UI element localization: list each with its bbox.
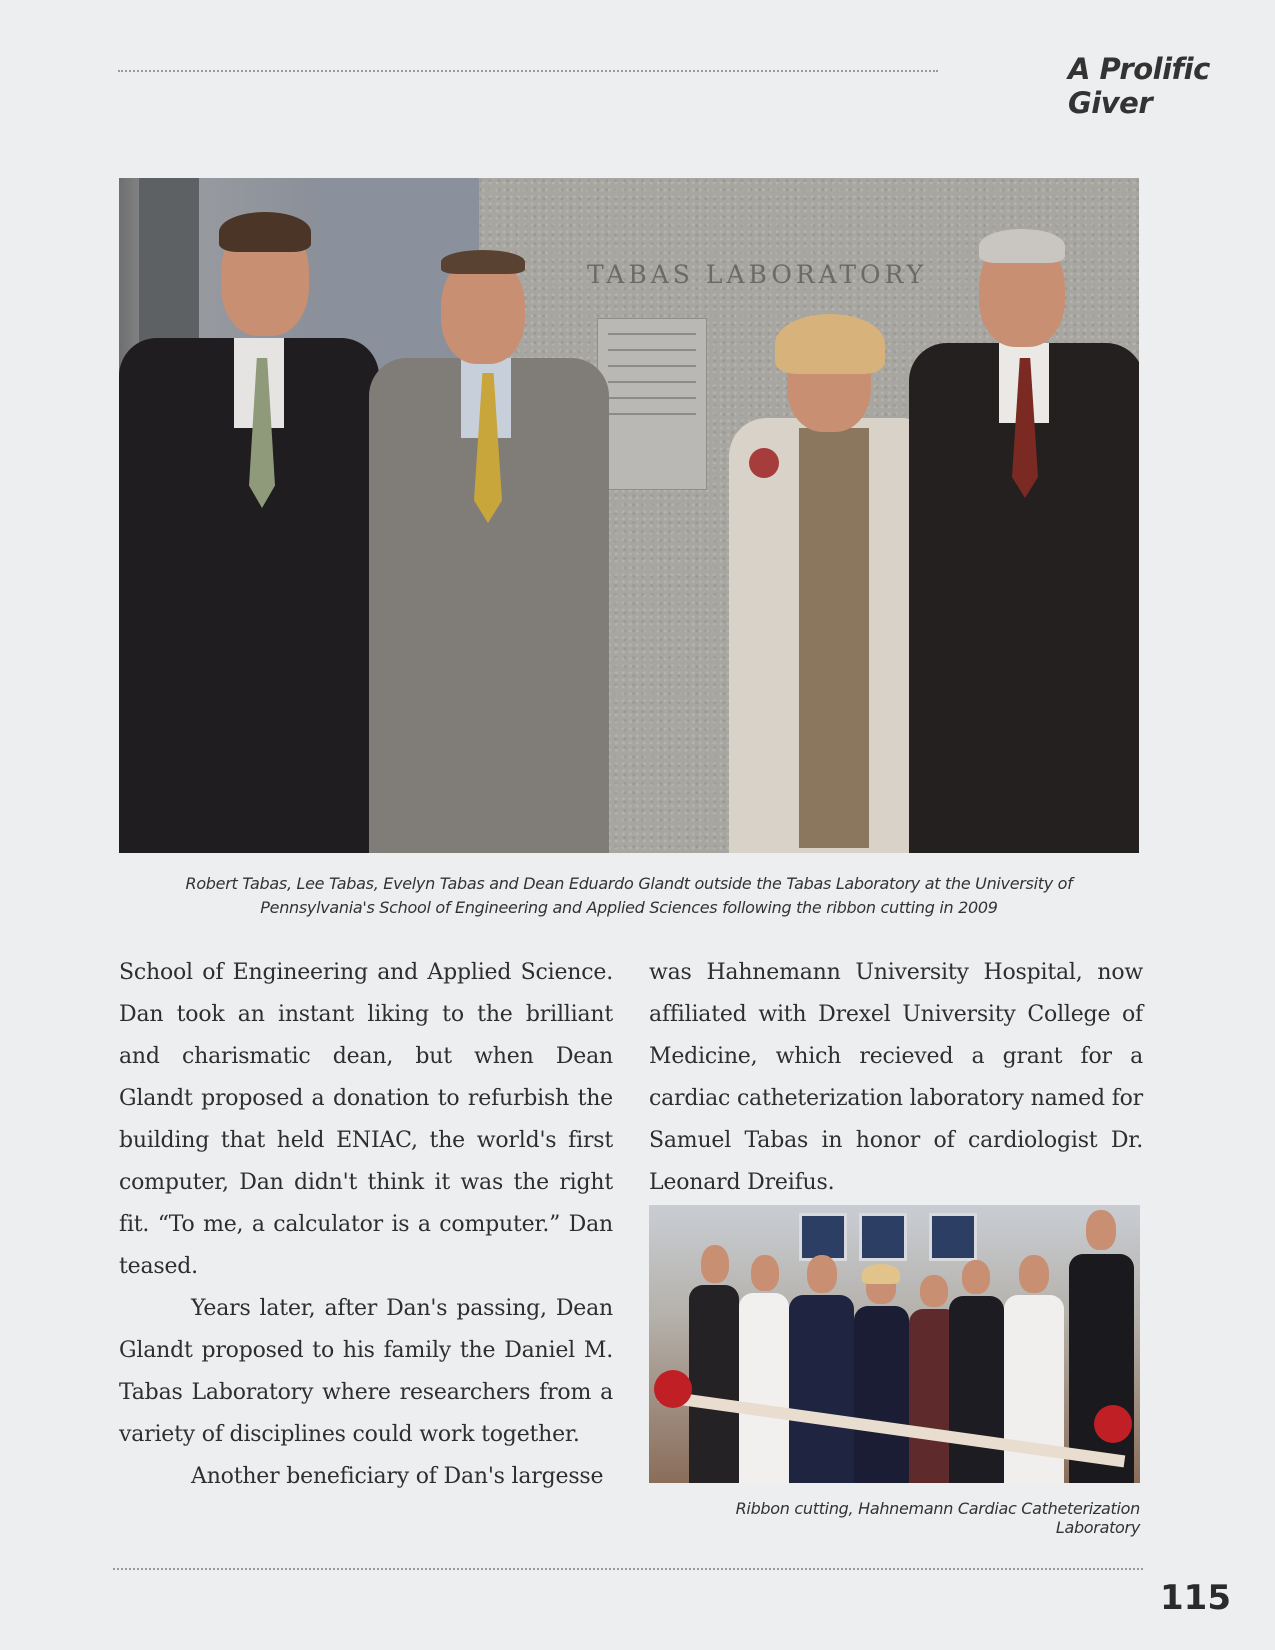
body-column-left [119,952,613,1498]
person-robert-tabas [119,218,389,853]
body-paragraph: Another beneficiary of Dan's largesse [191,1464,604,1489]
caption-line: Pennsylvania's School of Engineering and Applied Sciences following the ribbon cutting in 2009 [260,898,998,917]
person-lee-tabas [369,258,619,853]
red-bow-right [1094,1405,1132,1443]
page-number: 115 [1160,1578,1231,1618]
red-bow-left [654,1370,692,1408]
header-dotted-rule [118,70,938,72]
running-head [118,48,1213,120]
tabas-laboratory-photo [119,178,1139,853]
body-paragraph: Years later, after Dan's passing, Dean Glandt proposed to his family the Daniel M. Tabas Laboratory where researchers from a variety of disciplines could work together. [119,1296,613,1447]
photo-caption-tabas-laboratory [119,872,1139,920]
body-paragraph: was Hahnemann University Hospital, now affiliated with Drexel University College of Medicine, which recieved a grant for a cardiac catheterization laboratory named for Samuel Tabas in honor of cardiologist Dr. Leonard Dreifus. [649,960,1143,1195]
person-eduardo-glandt [909,243,1139,853]
ribbon-cutting-photo [649,1205,1140,1483]
laboratory-sign: TABAS LABORATORY [587,260,928,289]
photo-caption-ribbon-cutting: Ribbon cutting, Hahnemann Cardiac Catheterization Laboratory [735,1499,1140,1537]
body-column-right [649,952,1143,1204]
caption-line: Robert Tabas, Lee Tabas, Evelyn Tabas and Dean Eduardo Glandt outside the Tabas Laboratory at the University of [185,874,1073,893]
footer-dotted-rule [113,1568,1143,1570]
running-title: A Prolific Giver [1068,52,1210,120]
body-paragraph: School of Engineering and Applied Science. Dan took an instant liking to the brilliant and charismatic dean, but when Dean Glandt proposed a donation to refurbish the building that held ENIAC, the world's first computer, Dan didn't think it was the right fit. “To me, a calculator is a computer.” Dan teased. [119,960,613,1279]
